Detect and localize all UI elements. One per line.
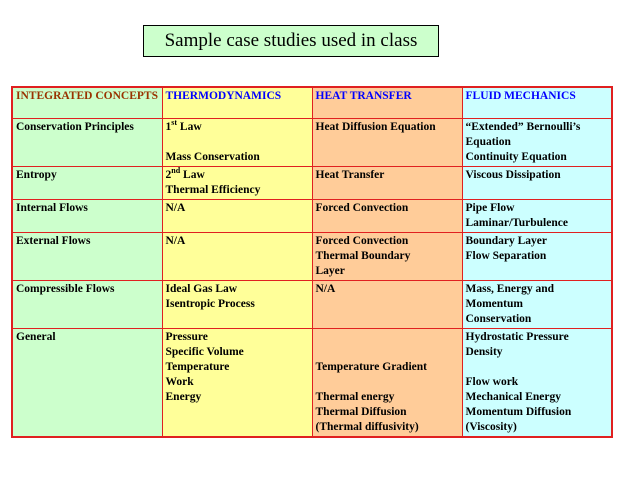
cell-heat-external: Forced Convection Thermal Boundary Layer [312,232,462,280]
table-row [12,232,612,280]
row-label-conservation: Conservation Principles [12,118,162,166]
case-study-table [11,86,613,438]
cell-fluid-external: Boundary Layer Flow Separation [462,232,612,280]
row-label-internal: Internal Flows [12,199,162,232]
cell-fluid-general: Hydrostatic Pressure Density Flow work Mechanical Energy Momentum Diffusion (Viscosity) [462,328,612,437]
table-header-row [12,87,612,118]
first-law: 1st Law [165,118,202,133]
mass-conservation: Mass Conservation [165,150,260,163]
cell-thermo-entropy [162,166,312,199]
cell-fluid-compressible: Mass, Energy and Momentum Conservation [462,280,612,328]
header-thermodynamics: THERMODYNAMICS [162,87,312,118]
cell-thermo-internal: N/A [162,199,312,232]
row-label-external: External Flows [12,232,162,280]
row-label-general: General [12,328,162,437]
header-integrated-concepts: INTEGRATED CONCEPTS [12,87,162,118]
header-heat-transfer: HEAT TRANSFER [312,87,462,118]
cell-heat-general: Temperature Gradient Thermal energy Thermal Diffusion (Thermal diffusivity) [312,328,462,437]
table-row [12,118,612,166]
cell-fluid-conservation: “Extended” Bernoulli’s Equation Continuity Equation [462,118,612,166]
row-label-compressible: Compressible Flows [12,280,162,328]
cell-fluid-entropy: Viscous Dissipation [462,166,612,199]
second-law: 2nd Law [165,166,205,181]
cell-thermo-conservation [162,118,312,166]
cell-thermo-general: Pressure Specific Volume Temperature Work Energy [162,328,312,437]
cell-heat-entropy: Heat Transfer [312,166,462,199]
table-row [12,328,612,437]
table-row [12,199,612,232]
cell-fluid-internal: Pipe Flow Laminar/Turbulence [462,199,612,232]
table-row [12,280,612,328]
cell-thermo-external: N/A [162,232,312,280]
cell-heat-internal: Forced Convection [312,199,462,232]
table-row [12,166,612,199]
slide-title: Sample case studies used in class [143,25,439,57]
cell-thermo-compressible: Ideal Gas Law Isentropic Process [162,280,312,328]
thermal-efficiency: Thermal Efficiency [165,183,261,196]
cell-heat-conservation: Heat Diffusion Equation [312,118,462,166]
header-fluid-mechanics: FLUID MECHANICS [462,87,612,118]
cell-heat-compressible: N/A [312,280,462,328]
row-label-entropy: Entropy [12,166,162,199]
